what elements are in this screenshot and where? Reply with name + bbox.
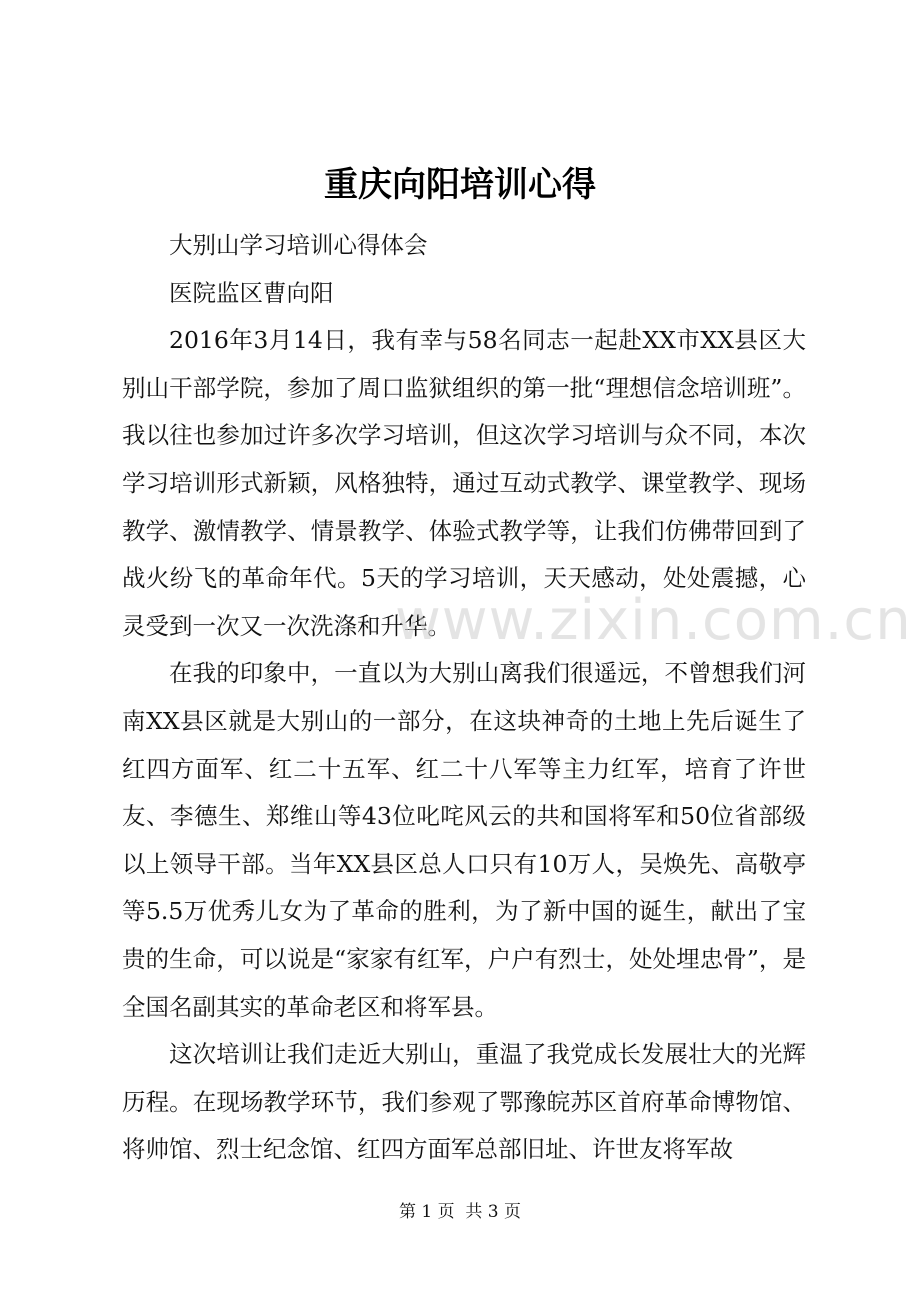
paragraph-2: 在我的印象中，一直以为大别山离我们很遥远，不曾想我们河南XX县区就是大别山的一部分，在这块神奇的土地上先后诞生了红四方面军、红二十五军、红二十八军等主力红军，培育了许世友、李德生、郑维山等43位叱咤风云的共和国将军和50位省部级以上领导干部。当年XX县区总人口只有10万人，吴焕先、高敬亭等5.5万优秀儿女为了革命的胜利，为了新中国的诞生，献出了宝贵的生命，可以说是“家家有红军，户户有烈士，处处埋忠骨”，是全国名副其实的革命老区和将军县。	[122, 659, 806, 1021]
paragraph-subtitle: 大别山学习培训心得体会	[169, 231, 428, 259]
paragraph-author: 医院监区曹向阳	[169, 278, 334, 307]
watermark: www.zixin.com.cn	[395, 588, 912, 653]
paragraph-1: 2016年3月14日，我有幸与58名同志一起赴XX市XX县区大别山干部学院，参加了周口监狱组织的第一批“理想信念培训班”。我以往也参加过许多次学习培训，但这次学习培训与众不同，本次学习培训形式新颖，风格独特，通过互动式教学、课堂教学、现场教学、激情教学、情景教学、体验式教学等，让我们仿佛带回到了战火纷飞的革命年代。5天的学习培训，天天感动，处处震撼，心灵受到一次又一次洗涤和升华。	[122, 326, 806, 640]
page-footer	[0, 1200, 920, 1224]
document-body	[122, 222, 806, 1174]
document-title: 重庆向阳培训心得	[324, 165, 596, 205]
paragraph-3: 这次培训让我们走近大别山，重温了我党成长发展壮大的光辉历程。在现场教学环节，我们参观了鄂豫皖苏区首府革命博物馆、将帅馆、烈士纪念馆、红四方面军总部旧址、许世友将军故	[122, 1040, 806, 1164]
page-number-label: 第 1 页 共 3 页	[398, 1202, 522, 1222]
